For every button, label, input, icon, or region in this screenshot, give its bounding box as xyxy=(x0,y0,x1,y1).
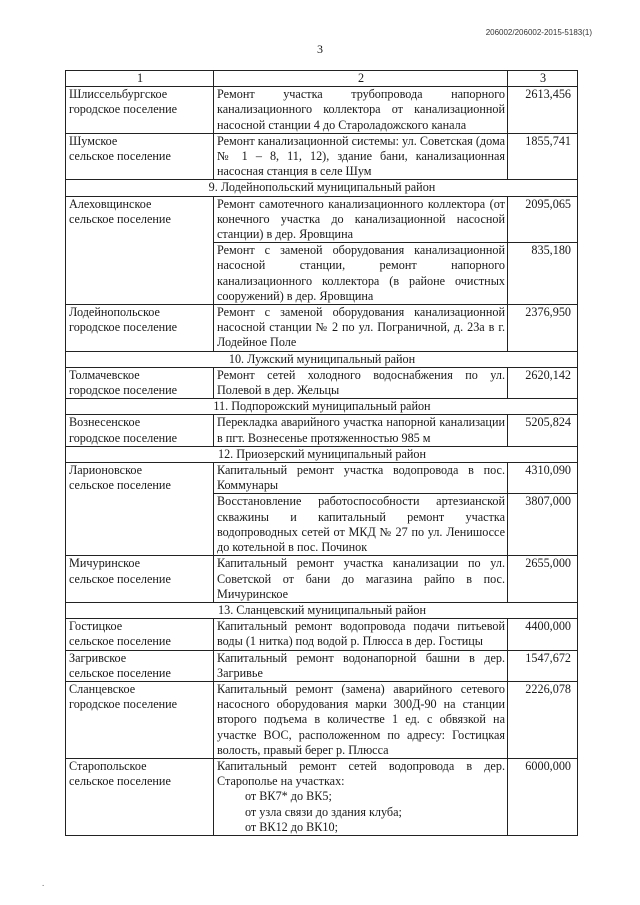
table-row xyxy=(66,367,578,398)
settlement-cell xyxy=(66,133,214,180)
section-title: 9. Лодейнопольский муниципальный район xyxy=(66,180,578,196)
settlement-line: городское поселение xyxy=(69,430,178,445)
table-row xyxy=(66,681,578,758)
section-title: 12. Приозерский муниципальный район xyxy=(66,446,578,462)
description-text: Капитальный ремонт сетей водопровода в дер. Старополье на участках: xyxy=(217,758,505,789)
table-row xyxy=(66,463,578,494)
table-row xyxy=(66,133,578,180)
settlement-cell xyxy=(66,619,214,650)
amount-cell: 2620,142 xyxy=(508,367,578,398)
description-cell xyxy=(214,243,508,305)
description-cell xyxy=(214,758,508,835)
settlement-line: Лодейнопольское xyxy=(69,305,160,320)
settlement-cell xyxy=(66,758,214,835)
amount-cell: 1855,741 xyxy=(508,133,578,180)
settlement-line: городское поселение xyxy=(69,383,178,398)
scan-mark: . xyxy=(42,878,45,888)
settlement-cell xyxy=(66,556,214,603)
settlement-line: Гостицкое xyxy=(69,619,123,634)
section-row xyxy=(66,446,578,462)
settlement-cell xyxy=(66,196,214,304)
section-row xyxy=(66,602,578,618)
description-cell xyxy=(214,367,508,398)
settlement-cell xyxy=(66,87,214,134)
description-cell xyxy=(214,463,508,494)
description-text: Ремонт канализационной системы: ул. Советская (дома № 1 – 8, 11, 12), здание бани, канализационная насосная станция в селе Шум xyxy=(217,133,505,179)
settlement-line: Загривское xyxy=(69,650,127,665)
amount-cell: 6000,000 xyxy=(508,758,578,835)
settlement-line: сельское поселение xyxy=(69,665,171,680)
header-row xyxy=(66,71,578,87)
settlement-line: сельское поселение xyxy=(69,211,171,226)
settlement-line: Сланцевское xyxy=(69,681,136,696)
settlement-line: Шлиссельбургское xyxy=(69,87,168,102)
description-text: Капитальный ремонт водонапорной башни в дер. Загривье xyxy=(217,650,505,680)
amount-cell: 2095,065 xyxy=(508,196,578,243)
amount-cell: 4400,000 xyxy=(508,619,578,650)
table-row xyxy=(66,415,578,446)
description-text: Ремонт сетей холодного водоснабжения по ул. Полевой в дер. Жельцы xyxy=(217,367,505,398)
settlement-line: Старопольское xyxy=(69,758,147,773)
description-cell xyxy=(214,196,508,243)
amount-cell: 2376,950 xyxy=(508,305,578,352)
document-id: 206002/206002-2015-5183(1) xyxy=(485,28,592,37)
table-row xyxy=(66,305,578,352)
settlement-line: Шумское xyxy=(69,133,118,148)
description-cell xyxy=(214,415,508,446)
funding-table xyxy=(65,70,578,836)
table-row xyxy=(66,87,578,134)
section-row xyxy=(66,180,578,196)
amount-cell: 1547,672 xyxy=(508,650,578,681)
description-text: Ремонт с заменой оборудования канализационной насосной станции № 2 по ул. Пограничной, д. 23а в г. Лодейное Поле xyxy=(217,305,505,350)
table-row xyxy=(66,556,578,603)
page-number: 3 xyxy=(317,42,323,56)
settlement-line: Вознесенское xyxy=(69,415,141,430)
settlement-line: сельское поселение xyxy=(69,634,171,649)
description-text: Перекладка аварийного участка напорной канализации в пгт. Вознесенье протяженностью 985 м xyxy=(217,415,505,445)
description-cell xyxy=(214,650,508,681)
settlement-line: Алеховщинское xyxy=(69,196,152,211)
amount-cell: 2226,078 xyxy=(508,681,578,758)
settlement-cell xyxy=(66,681,214,758)
settlement-line: городское поселение xyxy=(69,697,178,712)
section-title: 10. Лужский муниципальный район xyxy=(66,351,578,367)
description-subitem: от ВК12 до ВК10; xyxy=(245,819,338,834)
settlement-cell xyxy=(66,305,214,352)
amount-cell: 835,180 xyxy=(508,243,578,305)
settlement-cell xyxy=(66,650,214,681)
settlement-cell xyxy=(66,463,214,556)
section-title: 11. Подпорожский муниципальный район xyxy=(66,399,578,415)
description-text: Капитальный ремонт водопровода подачи питьевой воды (1 нитка) под водой р. Плюсса в дер. Гостицы xyxy=(217,619,505,649)
settlement-line: сельское поселение xyxy=(69,571,171,586)
description-text: Капитальный ремонт участка канализации по ул. Советской от бани до магазина райпо в пос. Мичуринское xyxy=(217,556,505,601)
settlement-line: городское поселение xyxy=(69,320,178,335)
amount-cell: 3807,000 xyxy=(508,494,578,556)
description-subitem: от ВК7* до ВК5; xyxy=(245,789,332,804)
section-row xyxy=(66,351,578,367)
table-row xyxy=(66,758,578,835)
settlement-line: Мичуринское xyxy=(69,556,141,571)
description-cell xyxy=(214,681,508,758)
amount-cell: 2655,000 xyxy=(508,556,578,603)
settlement-line: Толмачевское xyxy=(69,367,140,382)
description-text: Ремонт с заменой оборудования канализационной насосной станции, ремонт напорного канализационного коллектора (в районе очистных сооружений) в дер. Яровщина xyxy=(217,243,505,303)
description-cell xyxy=(214,87,508,134)
description-cell xyxy=(214,494,508,556)
header-cell: 2 xyxy=(214,71,508,87)
description-text: Капитальный ремонт (замена) аварийного сетевого насосного оборудования марки 300Д-90 на станции второго подъема в количестве 1 ед. с обвязкой на участке ВОС, расположенном по адресу: Гостицкая волость, правый берег р. Плюсса xyxy=(217,681,505,757)
amount-cell: 2613,456 xyxy=(508,87,578,134)
description-text: Капитальный ремонт участка водопровода в пос. Коммунары xyxy=(217,463,505,493)
description-cell xyxy=(214,619,508,650)
section-title: 13. Сланцевский муниципальный район xyxy=(66,602,578,618)
settlement-line: городское поселение xyxy=(69,102,178,117)
amount-cell: 5205,824 xyxy=(508,415,578,446)
settlement-line: сельское поселение xyxy=(69,774,171,789)
settlement-cell xyxy=(66,415,214,446)
description-subitem: от узла связи до здания клуба; xyxy=(245,804,402,819)
settlement-cell xyxy=(66,367,214,398)
table-row xyxy=(66,196,578,243)
amount-cell: 4310,090 xyxy=(508,463,578,494)
section-row xyxy=(66,399,578,415)
header-cell: 3 xyxy=(508,71,578,87)
settlement-line: сельское поселение xyxy=(69,149,171,164)
description-text: Ремонт участка трубопровода напорного канализационного коллектора от канализационной насосной станции 4 до Староладожского канала xyxy=(217,87,505,132)
description-cell xyxy=(214,133,508,180)
settlement-line: сельское поселение xyxy=(69,478,171,493)
description-text: Восстановление работоспособности артезианской скважины и капитальный ремонт участка водопроводных сетей от МКД № 27 по ул. Ленишоссе до котельной в пос. Починок xyxy=(217,494,505,555)
header-cell: 1 xyxy=(66,71,214,87)
description-text: Ремонт самотечного канализационного коллектора (от конечного участка до канализационной насосной станции) в дер. Яровщина xyxy=(217,196,505,242)
settlement-line: Ларионовское xyxy=(69,463,143,478)
description-cell xyxy=(214,305,508,352)
table-row xyxy=(66,650,578,681)
table-row xyxy=(66,619,578,650)
description-cell xyxy=(214,556,508,603)
